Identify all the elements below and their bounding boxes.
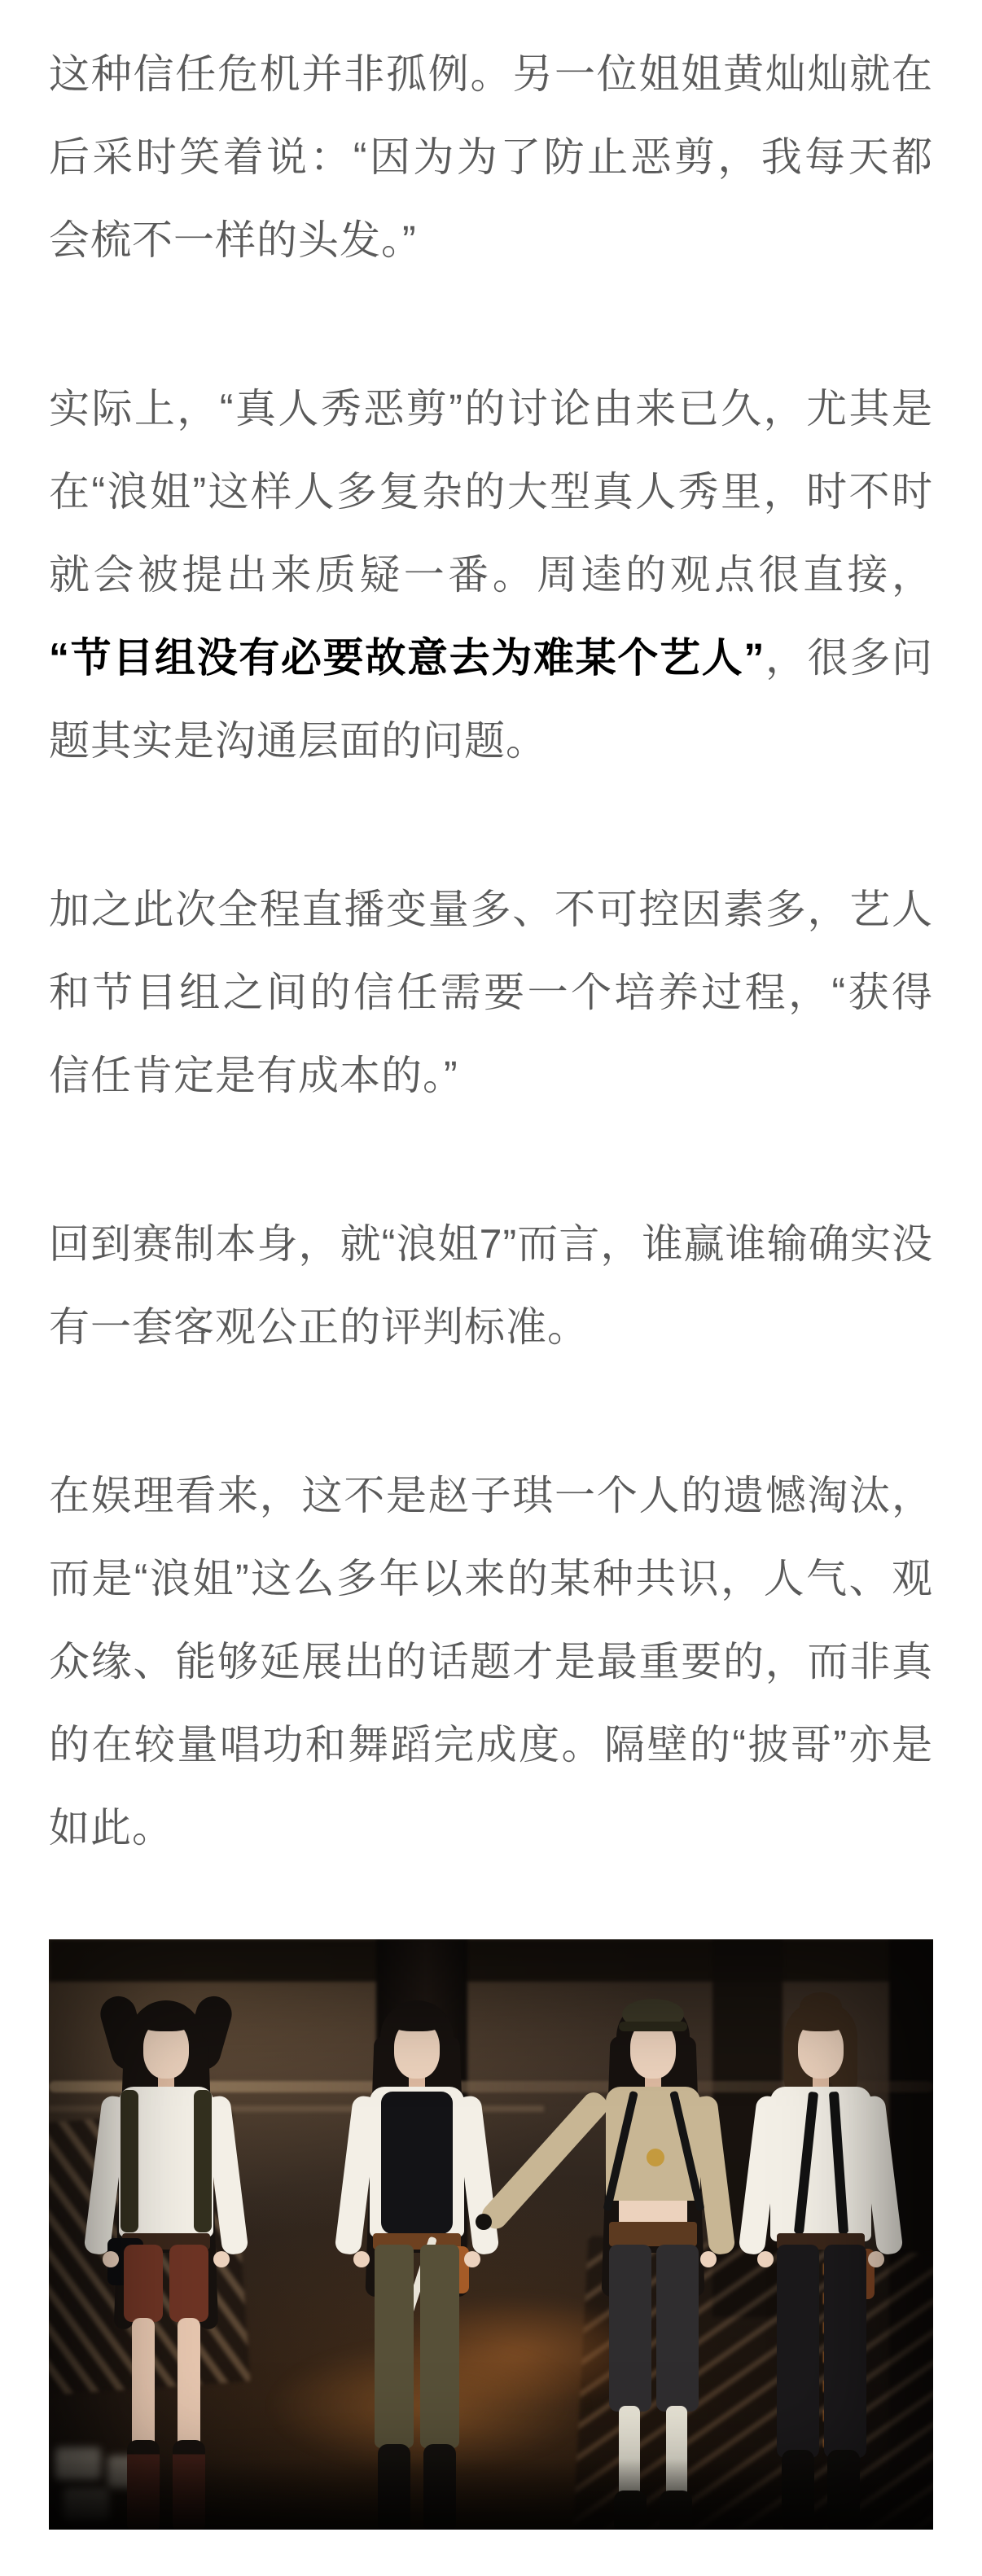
text-segment: 在娱理看来，这不是赵子琪一个人的遗憾淘汰，而是“浪姐”这么多年以来的某种共识，人气、观众缘、能够延展出的话题才是最重要的，而非真的在较量唱功和舞蹈完成度。隔壁的“披哥”亦是如此。 — [49, 1473, 933, 1851]
paragraph-5 — [49, 1454, 933, 1869]
text-segment: 加之此次全程直播变量多、不可控因素多，艺人和节目组之间的信任需要一个培养过程，“获得信任肯定是有成本的。” — [49, 887, 933, 1098]
paragraph-4 — [49, 1203, 933, 1369]
photo-vignette — [49, 1939, 933, 2530]
stage-photo[interactable] — [49, 1939, 933, 2530]
paragraph-3 — [49, 868, 933, 1117]
text-segment: ，很多问题其实是沟通层面的问题。 — [49, 635, 934, 764]
bold-quote-segment: “节目组没有必要故意去为难某个艺人” — [49, 635, 765, 681]
article-body — [49, 33, 933, 1869]
paragraph-2 — [49, 367, 933, 782]
text-segment: 这种信任危机并非孤例。另一位姐姐黄灿灿就在后采时笑着说：“因为为了防止恶剪，我每天都会梳不一样的头发。” — [49, 51, 933, 263]
text-segment: 回到赛制本身，就“浪姐7”而言，谁赢谁输确实没有一套客观公正的评判标准。 — [49, 1221, 933, 1350]
text-segment: 实际上，“真人秀恶剪”的讨论由来已久，尤其是在“浪姐”这样人多复杂的大型真人秀里，时不时就会被提出来质疑一番。周逵的观点很直接， — [49, 386, 933, 598]
paragraph-1 — [49, 33, 933, 282]
